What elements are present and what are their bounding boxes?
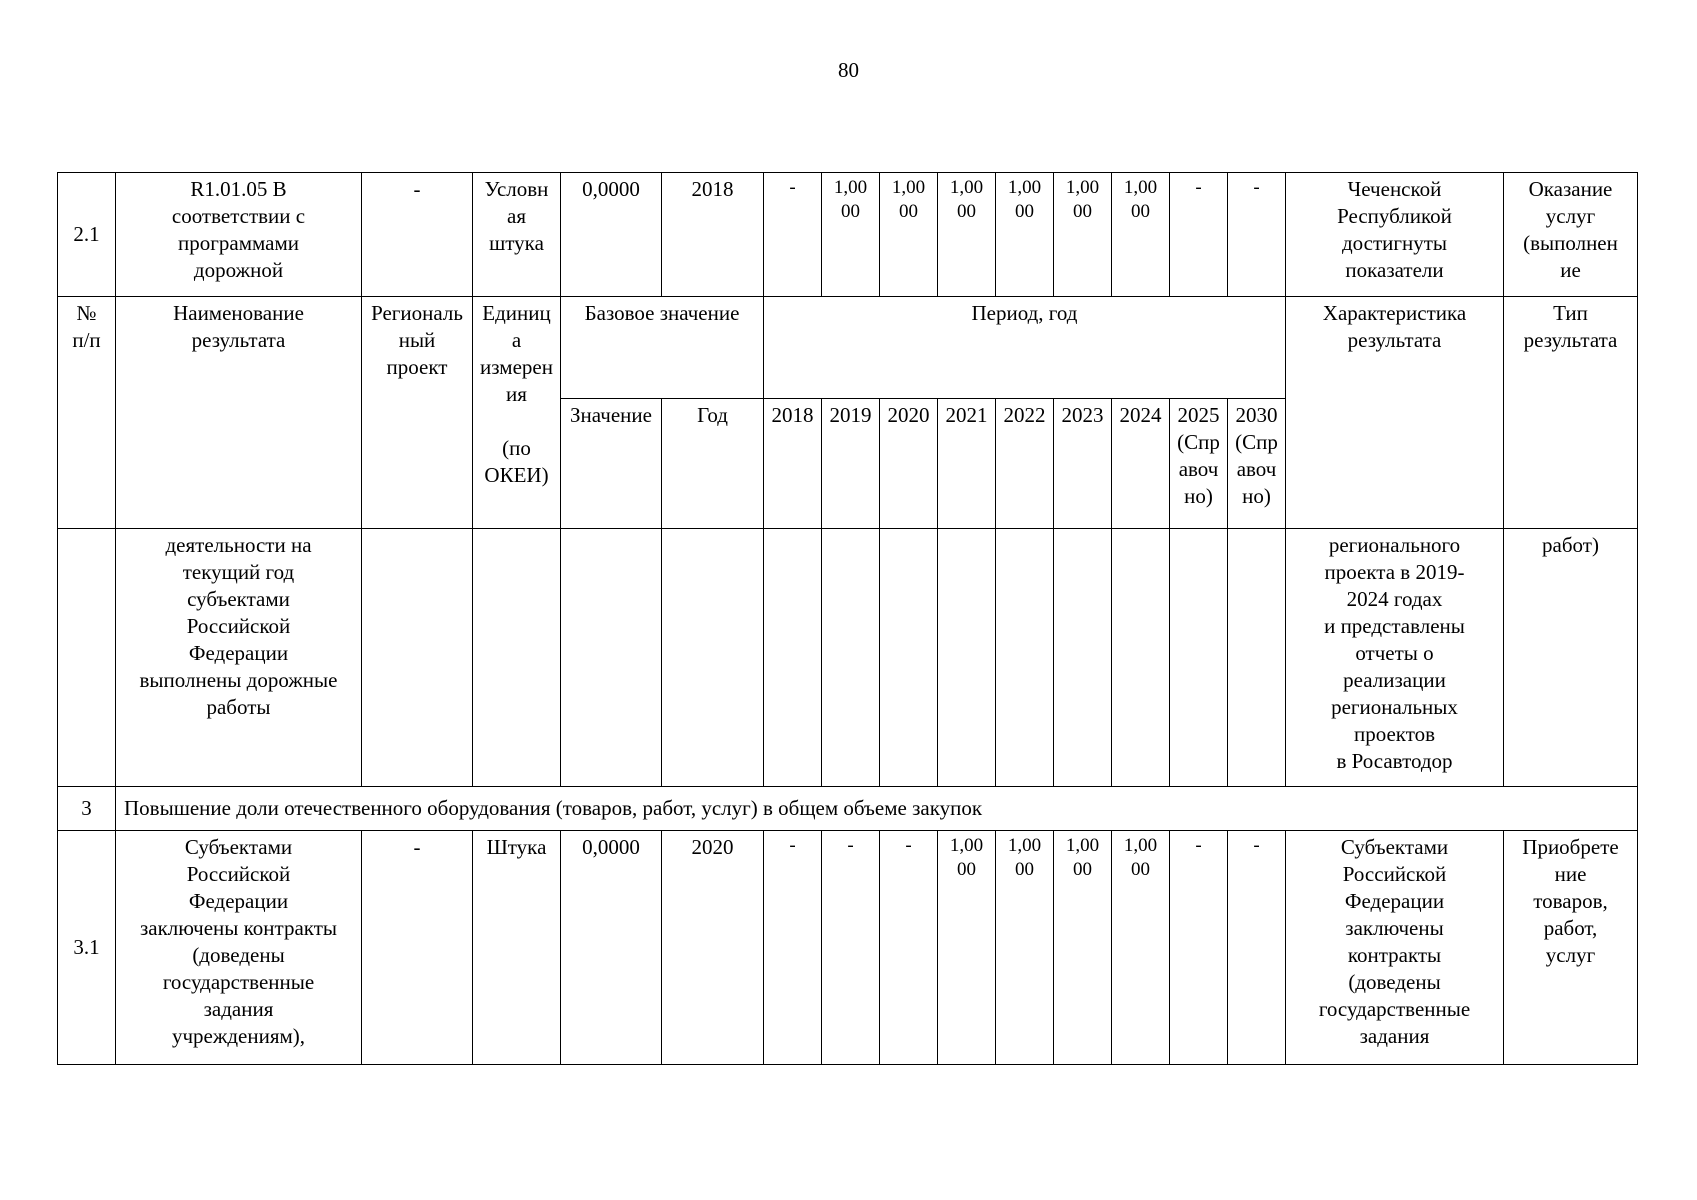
text-line: 2023: [1061, 403, 1104, 427]
text-line: Федерации: [188, 641, 289, 665]
text-line: 2022: [1003, 403, 1046, 427]
text-line: 00: [1131, 859, 1150, 880]
empty-cell: [880, 529, 938, 787]
period-cell-2024: [1112, 173, 1170, 297]
text-line: реализации: [1343, 668, 1446, 692]
header-result-type: [1504, 297, 1638, 529]
text-line: 2025: [1177, 403, 1220, 427]
text-line: Единиц: [482, 301, 551, 325]
empty-cell: [662, 529, 764, 787]
text-line: но): [1242, 484, 1271, 508]
text-line: Оказание: [1528, 177, 1613, 201]
page-number: 80: [838, 58, 859, 82]
regional-project-cell: -: [362, 173, 473, 297]
text-line: Условн: [484, 177, 549, 201]
text-line: 00: [899, 201, 918, 222]
text-line: заключены: [1345, 916, 1444, 940]
header-unit: [473, 297, 561, 529]
header-year-2018: [764, 399, 822, 529]
text-line: [475, 408, 558, 435]
result-name-cell: [116, 831, 362, 1065]
row-number: 2.1: [58, 173, 116, 297]
base-year-cell: 2018: [662, 173, 764, 297]
text-line: (по: [502, 436, 531, 460]
text-line: 1,00: [891, 177, 926, 198]
period-cell-2025: [1170, 831, 1228, 1065]
text-line: 1,00: [1007, 835, 1042, 856]
text-line: работ,: [1543, 916, 1598, 940]
empty-cell: [938, 529, 996, 787]
result-type-cell: [1504, 831, 1638, 1065]
text-line: регионального: [1328, 533, 1461, 557]
text-line: 1,00: [1065, 177, 1100, 198]
text-line: Федерации: [1344, 889, 1445, 913]
result-type-cell: [1504, 173, 1638, 297]
period-cell-2018: [764, 173, 822, 297]
text-line: Наименование: [173, 301, 304, 325]
text-line: 1,00: [1123, 835, 1158, 856]
text-line: результата: [191, 328, 286, 352]
header-characteristic: [1286, 297, 1504, 529]
text-line: (доведены: [192, 943, 285, 967]
text-line: -: [1253, 835, 1260, 856]
text-line: измерен: [480, 355, 553, 379]
characteristic-cell: [1286, 831, 1504, 1065]
text-line: работы: [206, 695, 271, 719]
text-line: 00: [957, 859, 976, 880]
text-line: Федерации: [188, 889, 289, 913]
header-year-2024: [1112, 399, 1170, 529]
text-line: (доведены: [1348, 970, 1441, 994]
text-line: проект: [386, 355, 448, 379]
text-line: но): [1184, 484, 1213, 508]
text-line: 1,00: [833, 177, 868, 198]
header-year-2025: [1170, 399, 1228, 529]
text-line: 1,00: [949, 835, 984, 856]
empty-cell: [1228, 529, 1286, 787]
text-line: текущий год: [182, 560, 295, 584]
header-year-2023: [1054, 399, 1112, 529]
text-line: ия: [506, 382, 527, 406]
base-year-cell: 2020: [662, 831, 764, 1065]
table-row-2-1: [58, 173, 1638, 297]
text-line: 2024 годах: [1346, 587, 1443, 611]
text-line: и представлены: [1324, 614, 1465, 638]
text-line: региональных: [1331, 695, 1458, 719]
text-line: 2018: [771, 403, 814, 427]
text-line: заключены контракты: [139, 916, 337, 940]
base-value-cell: 0,0000: [561, 173, 662, 297]
text-line: результата: [1523, 328, 1618, 352]
base-value-cell: 0,0000: [561, 831, 662, 1065]
period-cell-2021: [938, 173, 996, 297]
text-line: товаров,: [1533, 889, 1608, 913]
period-cell-2023: [1054, 831, 1112, 1065]
text-line: работ): [1542, 533, 1599, 557]
text-line: Тип: [1553, 301, 1588, 325]
unit-cell: Штука: [473, 831, 561, 1065]
text-line: Характеристика: [1322, 301, 1467, 325]
text-line: услуг: [1545, 204, 1596, 228]
text-line: показатели: [1345, 258, 1444, 282]
result-name-cell: [116, 529, 362, 787]
text-line: государственные: [162, 970, 315, 994]
text-line: Субъектами: [184, 835, 293, 859]
empty-cell: [996, 529, 1054, 787]
empty-cell: [1112, 529, 1170, 787]
text-line: (выполнен: [1523, 231, 1618, 255]
text-line: 2030: [1235, 403, 1278, 427]
header-year-2020: [880, 399, 938, 529]
header-base-value-group: Базовое значение: [561, 297, 764, 399]
text-line: Приобрете: [1522, 835, 1619, 859]
text-line: а: [511, 328, 522, 352]
text-line: государственные: [1318, 997, 1471, 1021]
text-line: 00: [1073, 859, 1092, 880]
text-line: -: [847, 835, 854, 856]
text-line: 1,00: [1123, 177, 1158, 198]
text-line: 00: [1131, 201, 1150, 222]
header-regional-project: [362, 297, 473, 529]
text-line: Российской: [186, 614, 291, 638]
text-line: деятельности на: [165, 533, 312, 557]
empty-cell: [561, 529, 662, 787]
empty-cell: [362, 529, 473, 787]
period-cell-2023: [1054, 173, 1112, 297]
text-line: выполнены дорожные: [139, 668, 338, 692]
text-line: -: [905, 835, 912, 856]
text-line: учреждениям),: [171, 1024, 306, 1048]
section-row-3: [58, 787, 1638, 831]
header-year-2021: [938, 399, 996, 529]
section-number: 3: [58, 787, 116, 831]
table-row-continuation: [58, 529, 1638, 787]
text-line: 00: [957, 201, 976, 222]
unit-cell: [473, 173, 561, 297]
text-line: -: [789, 835, 796, 856]
regional-project-cell: -: [362, 831, 473, 1065]
text-line: 1,00: [1065, 835, 1100, 856]
text-line: в Росавтодор: [1336, 749, 1453, 773]
text-line: достигнуты: [1341, 231, 1448, 255]
period-cell-2030: [1228, 173, 1286, 297]
text-line: Чеченской: [1347, 177, 1442, 201]
text-line: соответствии с: [171, 204, 306, 228]
text-line: 2020: [887, 403, 930, 427]
text-line: ние: [1554, 862, 1587, 886]
text-line: ая: [507, 204, 526, 228]
text-line: -: [789, 177, 796, 198]
text-line: ОКЕИ): [484, 463, 549, 487]
period-cell-2024: [1112, 831, 1170, 1065]
result-type-cell: [1504, 529, 1638, 787]
text-line: проектов: [1353, 722, 1436, 746]
empty-cell: [1054, 529, 1112, 787]
characteristic-cell: [1286, 529, 1504, 787]
text-line: Региональ: [371, 301, 463, 325]
text-line: 2019: [829, 403, 872, 427]
empty-cell: [1170, 529, 1228, 787]
row-number: 3.1: [58, 831, 116, 1065]
text-line: субъектами: [187, 587, 290, 611]
period-cell-2020: [880, 173, 938, 297]
text-line: услуг: [1545, 943, 1596, 967]
header-year-2030: [1228, 399, 1286, 529]
text-line: задания: [1359, 1024, 1430, 1048]
period-cell-2021: [938, 831, 996, 1065]
text-line: №: [76, 301, 97, 325]
header-year-2019: [822, 399, 880, 529]
text-line: ие: [1560, 258, 1581, 282]
table-row-3-1: [58, 831, 1638, 1065]
period-cell-2025: [1170, 173, 1228, 297]
text-line: 2024: [1119, 403, 1162, 427]
text-line: 2021: [945, 403, 988, 427]
text-line: контракты: [1347, 943, 1442, 967]
header-result-name: [116, 297, 362, 529]
period-cell-2018: [764, 831, 822, 1065]
empty-cell: [473, 529, 561, 787]
results-table: [57, 172, 1638, 1065]
result-name-cell: [116, 173, 362, 297]
header-period-group: Период, год: [764, 297, 1286, 399]
section-title: Повышение доли отечественного оборудования (товаров, работ, услуг) в общем объеме закупок: [116, 787, 1638, 831]
text-line: авоч: [1236, 457, 1277, 481]
period-cell-2022: [996, 831, 1054, 1065]
header-value: Значение: [561, 399, 662, 529]
text-line: 00: [841, 201, 860, 222]
text-line: -: [1253, 177, 1260, 198]
period-cell-2020: [880, 831, 938, 1065]
text-line: Субъектами: [1340, 835, 1449, 859]
text-line: программами: [178, 231, 299, 255]
period-cell-2022: [996, 173, 1054, 297]
text-line: 00: [1073, 201, 1092, 222]
period-cell-2019: [822, 173, 880, 297]
header-number: [58, 297, 116, 529]
text-line: 00: [1015, 201, 1034, 222]
text-line: результата: [1347, 328, 1442, 352]
text-line: штука: [489, 231, 544, 255]
text-line: Республикой: [1337, 204, 1452, 228]
text-line: 1,00: [1007, 177, 1042, 198]
characteristic-cell: [1286, 173, 1504, 297]
text-line: проекта в 2019-: [1324, 560, 1465, 584]
text-line: ный: [398, 328, 436, 352]
header-row: [58, 297, 1638, 399]
text-line: (Спр: [1235, 430, 1278, 454]
text-line: отчеты о: [1355, 641, 1434, 665]
header-year: Год: [662, 399, 764, 529]
period-cell-2030: [1228, 831, 1286, 1065]
period-cell-2019: [822, 831, 880, 1065]
text-line: -: [1195, 177, 1202, 198]
text-line: задания: [203, 997, 274, 1021]
text-line: (Спр: [1177, 430, 1220, 454]
header-year-2022: [996, 399, 1054, 529]
text-line: -: [1195, 835, 1202, 856]
text-line: п/п: [72, 328, 101, 352]
text-line: авоч: [1178, 457, 1219, 481]
text-line: 00: [1015, 859, 1034, 880]
text-line: Российской: [1342, 862, 1447, 886]
text-line: дорожной: [193, 258, 284, 282]
empty-cell: [764, 529, 822, 787]
text-line: 1,00: [949, 177, 984, 198]
empty-cell: [822, 529, 880, 787]
text-line: R1.01.05 В: [190, 177, 287, 201]
text-line: Российской: [186, 862, 291, 886]
row-number: [58, 529, 116, 787]
